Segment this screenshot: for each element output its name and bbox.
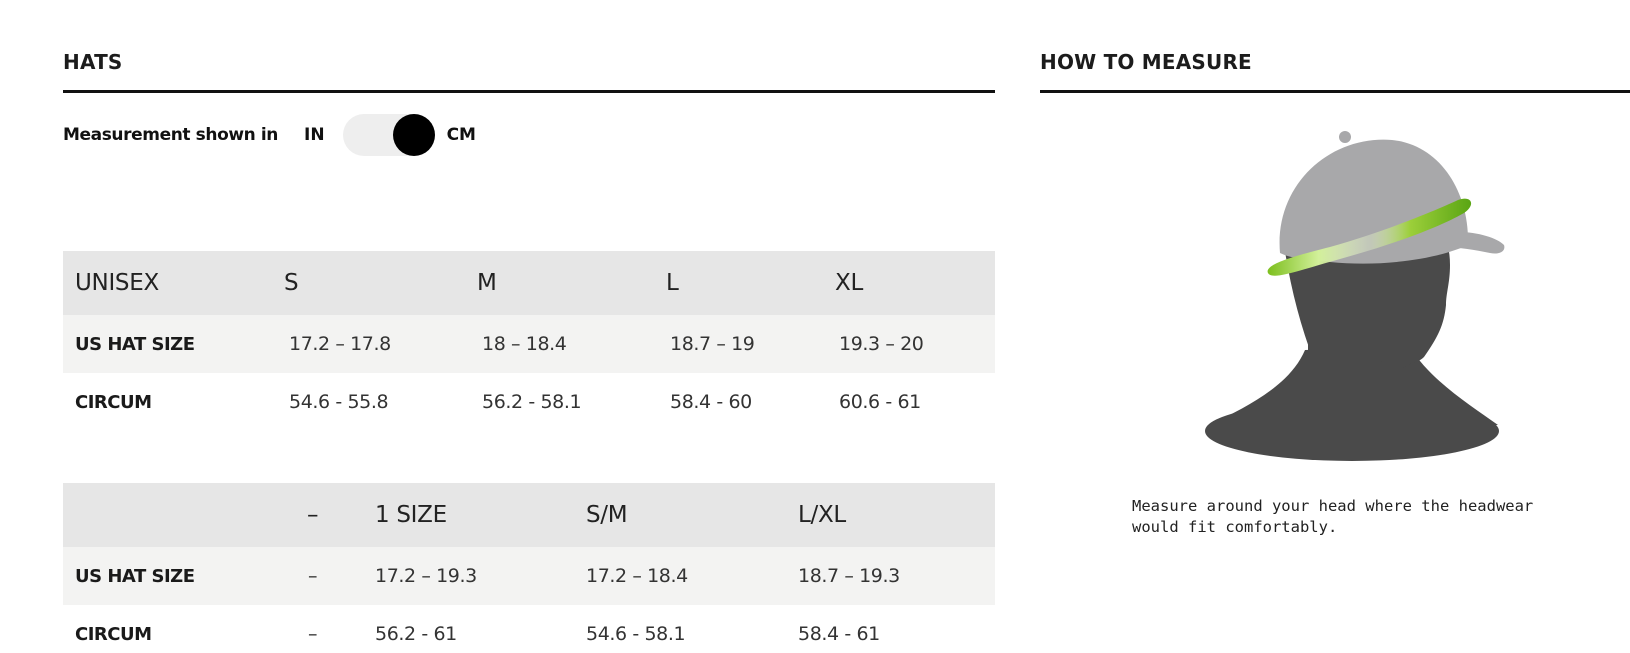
head-measure-illustration-icon — [1180, 125, 1520, 465]
table-cell: 18.7 – 19 — [670, 333, 755, 355]
how-to-measure-divider — [1040, 90, 1630, 93]
row-label-circum: CIRCUM — [75, 391, 152, 413]
table-header-row — [63, 251, 995, 315]
unit-toggle-switch[interactable] — [343, 114, 435, 156]
table-cell: 58.4 - 60 — [670, 391, 752, 413]
header-cell-s-m: S/M — [586, 502, 628, 528]
table-cell: – — [308, 623, 318, 645]
table-row — [63, 605, 995, 653]
header-cell-unisex: UNISEX — [75, 270, 159, 296]
header-cell-dash: – — [307, 502, 319, 528]
table-cell: 17.2 – 18.4 — [586, 565, 688, 587]
header-cell-xl: XL — [835, 270, 863, 296]
how-to-measure-title: HOW TO MEASURE — [1040, 50, 1252, 74]
table-cell: 17.2 – 17.8 — [289, 333, 391, 355]
table-cell: 18.7 – 19.3 — [798, 565, 900, 587]
table-cell: 18 – 18.4 — [482, 333, 567, 355]
table-row — [63, 315, 995, 373]
row-label-circum: CIRCUM — [75, 623, 152, 645]
hats-title: HATS — [63, 50, 123, 74]
header-cell-l: L — [666, 270, 679, 296]
unit-cm-label[interactable]: CM — [446, 125, 476, 145]
row-label-us-hat-size: US HAT SIZE — [75, 333, 195, 355]
unit-in-label[interactable]: IN — [304, 125, 325, 145]
measure-caption: Measure around your head where the headwear would fit comfortably. — [1132, 497, 1534, 536]
table-cell: 54.6 - 58.1 — [586, 623, 686, 645]
unisex-size-table — [63, 251, 995, 431]
measurement-toggle-row — [63, 113, 476, 157]
hats-title-divider — [63, 90, 995, 93]
table-row — [63, 547, 995, 605]
one-size-table — [63, 483, 995, 653]
table-cell: 17.2 – 19.3 — [375, 565, 477, 587]
table-cell: 56.2 - 58.1 — [482, 391, 582, 413]
table-cell: 60.6 - 61 — [839, 391, 921, 413]
table-cell: – — [308, 565, 318, 587]
table-row — [63, 373, 995, 431]
header-cell-m: M — [477, 270, 497, 296]
table-cell: 56.2 - 61 — [375, 623, 457, 645]
table-cell: 54.6 - 55.8 — [289, 391, 389, 413]
table-header-row — [63, 483, 995, 547]
row-label-us-hat-size: US HAT SIZE — [75, 565, 195, 587]
measurement-label: Measurement shown in — [63, 125, 279, 145]
header-cell-1-size: 1 SIZE — [375, 502, 447, 528]
toggle-knob — [393, 114, 435, 156]
table-cell: 19.3 – 20 — [839, 333, 924, 355]
table-cell: 58.4 - 61 — [798, 623, 880, 645]
cap-button — [1339, 131, 1351, 143]
header-cell-s: S — [284, 270, 299, 296]
header-cell-l-xl: L/XL — [798, 502, 846, 528]
